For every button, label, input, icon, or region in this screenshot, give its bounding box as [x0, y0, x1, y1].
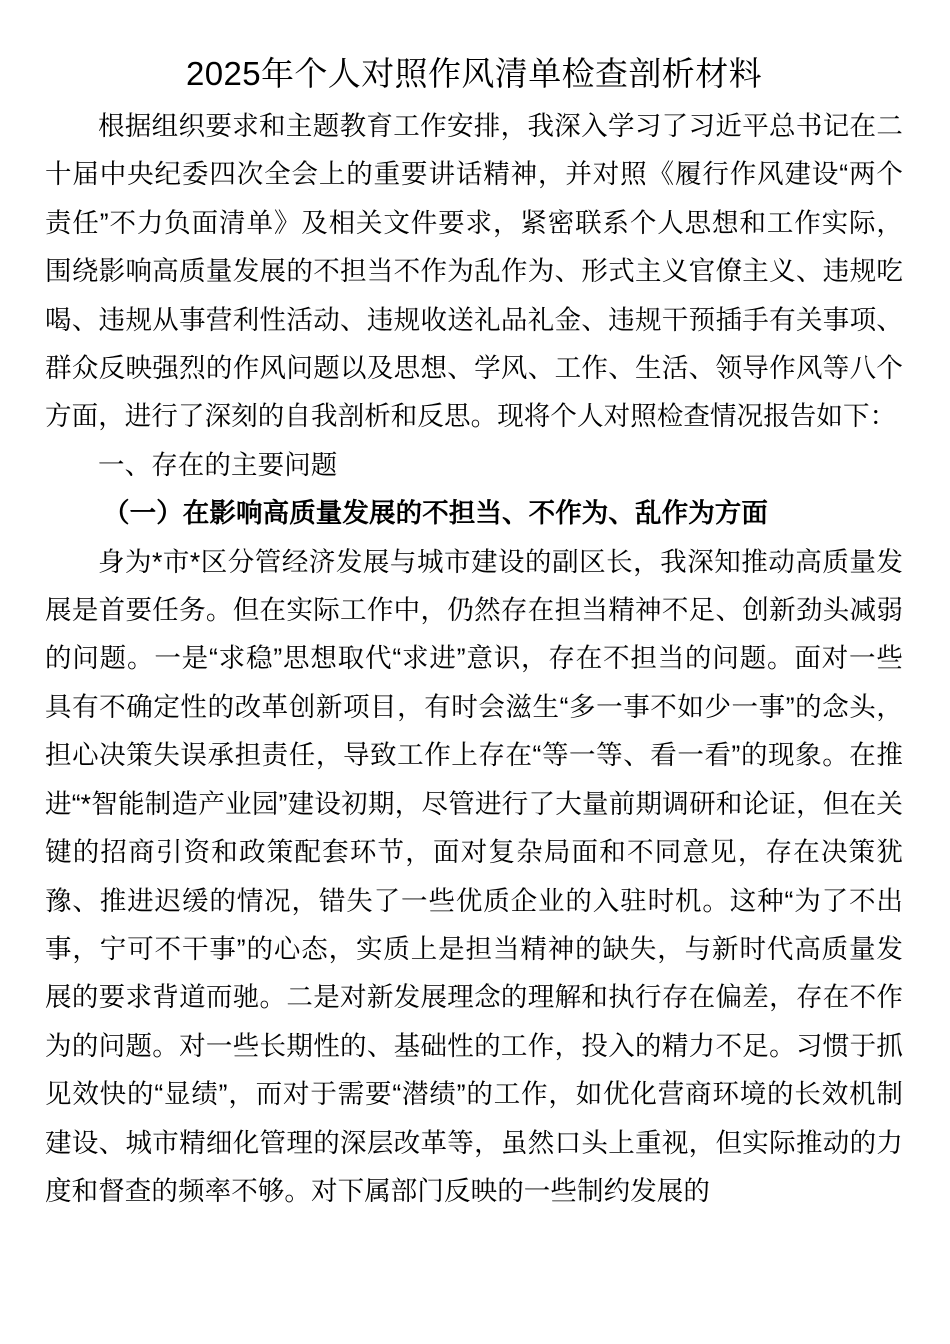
subsection-heading-high-quality-development: （一）在影响高质量发展的不担当、不作为、乱作为方面 [103, 498, 768, 529]
document-content [45, 0, 903, 1215]
document-title: 2025年个人对照作风清单检查剖析材料 [185, 55, 762, 92]
body-paragraph-self-analysis: 身为*市*区分管经济发展与城市建设的副区长，我深知推动高质量发展是首要任务。但在实际工作中，仍然存在担当精神不足、创新劲头减弱的问题。一是“求稳”思想取代“求进”意识，存在不担当的问题。面对一些具有不确定性的改革创新项目，有时会滋生“多一事不如少一事”的念头，担心决策失误承担责任，导致工作上存在“等一等、看一看”的现象。在推进“*智能制造产业园”建设初期，尽管进行了大量前期调研和论证，但在关键的招商引资和政策配套环节，面对复杂局面和不同意见，存在决策犹豫、推进迟缓的情况，错失了一些优质企业的入驻时机。这种“为了不出事，宁可不干事”的心态，实质上是担当精神的缺失，与新时代高质量发展的要求背道而驰。二是对新发展理念的理解和执行存在偏差，存在不作为的问题。对一些长期性的、基础性的工作，投入的精力不足。习惯于抓见效快的“显绩”，而对于需要“潜绩”的工作，如优化营商环境的长效机制建设、城市精细化管理的深层改革等，虽然口头上重视，但实际推动的力度和督查的频率不够。对下属部门反映的一些制约发展的 [45, 546, 903, 1206]
opening-paragraph: 根据组织要求和主题教育工作安排，我深入学习了习近平总书记在二十届中央纪委四次全会上的重要讲话精神，并对照《履行作风建设“两个责任”不力负面清单》及相关文件要求，紧密联系个人思想和工作实际，围绕影响高质量发展的不担当不作为乱作为、形式主义官僚主义、违规吃喝、违规从事营利性活动、违规收送礼品礼金、违规干预插手有关事项、群众反映强烈的作风问题以及思想、学风、工作、生活、领导作风等八个方面，进行了深刻的自我剖析和反思。现将个人对照检查情况报告如下： [45, 111, 903, 432]
section-heading-main-problems: 一、存在的主要问题 [98, 449, 338, 480]
